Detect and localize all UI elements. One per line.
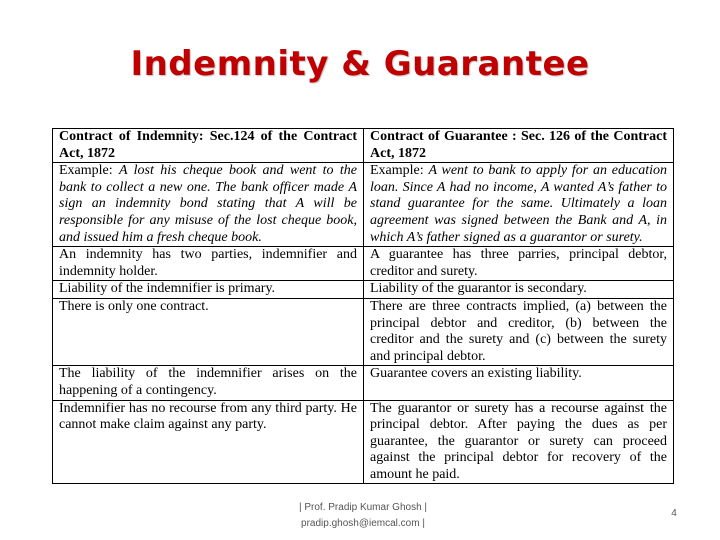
guarantee-cell: Guarantee covers an existing liability.: [364, 366, 674, 400]
indemnity-cell: Liability of the indemnifier is primary.: [53, 281, 364, 299]
table-row: [53, 247, 674, 281]
example-label: Example:: [59, 163, 113, 179]
footer-author: | Prof. Pradip Kumar Ghosh |: [298, 502, 428, 513]
example-guarantee-text: A went to bank to apply for an education loan. Since A had no income, A wanted A’s father to stand guarantee for the same. Ultimately a loan agreement was signed between the Bank and A, in which A’s father signed as a guarantor or surety.: [370, 163, 667, 245]
example-label: Example:: [370, 163, 424, 179]
slide-title: Indemnity & Guarantee: [130, 44, 590, 84]
example-indemnity-cell: [53, 163, 364, 247]
table-row: [53, 281, 674, 299]
guarantee-cell: The guarantor or surety has a recourse against the principal debtor. After paying the dues as per guarantee, the guarantor or surety can proceed against the principal debtor for recovery of the amount he paid.: [364, 400, 674, 484]
guarantee-cell: A guarantee has three parries, principal debtor, creditor and surety.: [364, 247, 674, 281]
indemnity-cell: The liability of the indemnifier arises on the happening of a contingency.: [53, 366, 364, 400]
table-header-row: [53, 129, 674, 163]
indemnity-cell: An indemnity has two parties, indemnifier and indemnity holder.: [53, 247, 364, 281]
page-number: 4: [671, 508, 677, 519]
table-row: [53, 298, 674, 365]
table-row: [53, 366, 674, 400]
example-indemnity-text: A lost his cheque book and went to the bank to collect a new one. The bank officer made A sign an indemnity bond stating that A will be responsible for any misuse of the lost cheque book, and issued him a fresh cheque book.: [59, 163, 358, 245]
guarantee-cell: Liability of the guarantor is secondary.: [364, 281, 674, 299]
header-guarantee: Contract of Guarantee : Sec. 126 of the Contract Act, 1872: [364, 129, 674, 163]
footer-email: pradip.ghosh@iemcal.com |: [301, 518, 425, 529]
slide-footer: [268, 500, 458, 532]
guarantee-cell: There are three contracts implied, (a) between the principal debtor and creditor, (b) between the creditor and the surety and (c) between the surety and principal debtor.: [364, 298, 674, 365]
table-row-example: [53, 163, 674, 247]
indemnity-cell: There is only one contract.: [53, 298, 364, 365]
comparison-table: [52, 128, 674, 484]
indemnity-cell: Indemnifier has no recourse from any third party. He cannot make claim against any party.: [53, 400, 364, 484]
table-row: [53, 400, 674, 484]
example-guarantee-cell: [364, 163, 674, 247]
header-indemnity: Contract of Indemnity: Sec.124 of the Contract Act, 1872: [53, 129, 364, 163]
